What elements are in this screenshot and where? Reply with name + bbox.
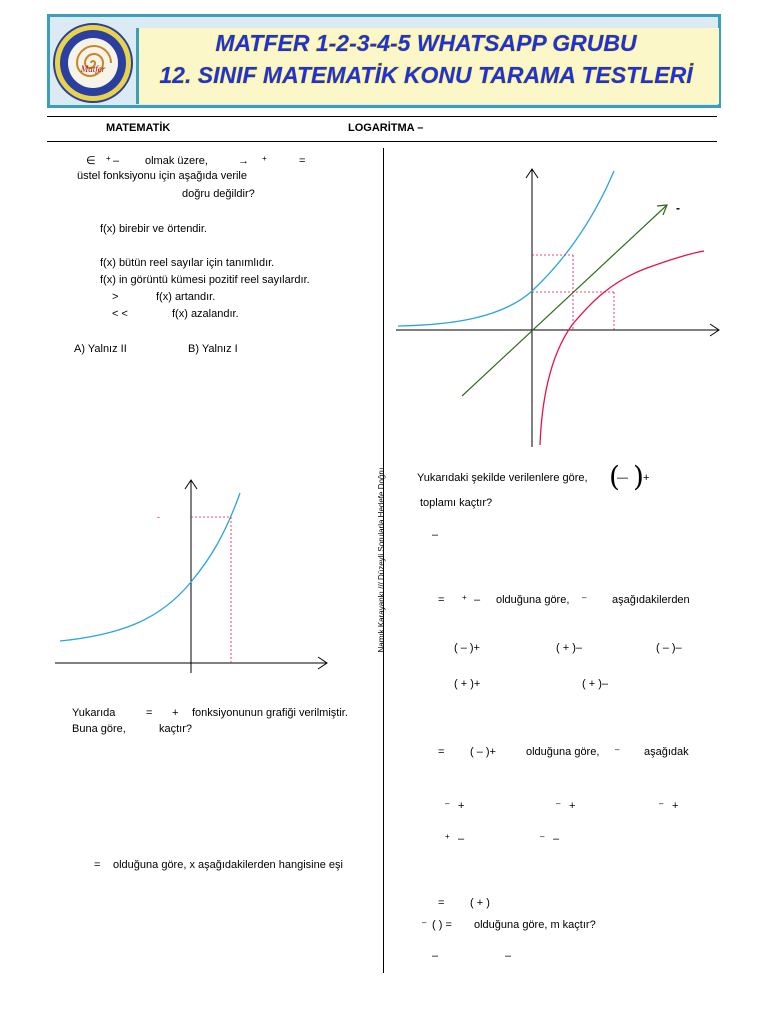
q2-yukarida: Yukarıda — [72, 707, 116, 719]
q6-o1-op: + — [458, 800, 465, 812]
q5-sup-minus: – — [582, 593, 587, 602]
q4-line2: toplamı kaçtır? — [420, 497, 493, 509]
header-title-line2: 12. SINIF MATEMATİK KONU TARAMA TESTLERİ — [159, 62, 693, 88]
q7-option-2: – — [505, 950, 512, 962]
q1-answer-a: A) Yalnız II — [74, 343, 127, 355]
q1-statement-2: f(x) bütün reel sayılar için tanımlıdır. — [100, 257, 275, 269]
graph-left-label: - — [157, 512, 160, 522]
q6-sup-minus: – — [615, 745, 620, 754]
q4-line1: Yukarıdaki şekilde verilenlere göre, — [417, 472, 588, 484]
q1-minus: – — [113, 155, 120, 167]
q2-buna-gore: Buna göre, — [72, 723, 126, 735]
q5-condition: olduğuna göre, — [496, 594, 570, 606]
q5-option-2: ( + )– — [556, 642, 582, 654]
q7-expression: ( + ) — [470, 897, 490, 909]
q7-condition: olduğuna göre, m kaçtır? — [474, 919, 596, 931]
q5-equals: = — [438, 594, 445, 606]
q1-statement-3: f(x) in görüntü kümesi pozitif reel sayılardır. — [100, 274, 310, 286]
q4-right-paren: ) — [633, 460, 644, 493]
q4-plus: + — [643, 472, 650, 484]
q7-sup-minus: – — [422, 918, 427, 927]
q7-option-1: – — [432, 950, 439, 962]
q6-o2-sup: – — [556, 799, 561, 808]
q5-sup-plus: + — [462, 593, 467, 602]
q1-statement-5: f(x) azalandır. — [172, 308, 239, 320]
log-curve — [540, 251, 704, 445]
q6-o5-op: – — [553, 833, 560, 845]
identity-line — [462, 205, 667, 396]
q6-o3-sup: – — [659, 799, 664, 808]
q1-statement-1: f(x) birebir ve örtendir. — [100, 223, 207, 235]
q3-equals: = — [94, 859, 101, 871]
top-rule — [47, 116, 717, 117]
q1-line3: doğru değildir? — [182, 188, 255, 200]
q1-answer-b: B) Yalnız I — [188, 343, 238, 355]
q1-equals: = — [299, 155, 306, 167]
exp-curve — [398, 171, 614, 326]
header-rule — [47, 141, 717, 142]
exp-log-graph — [392, 163, 722, 453]
q2-text: fonksiyonunun grafiği verilmiştir. — [192, 707, 348, 719]
q6-o5-sup: – — [540, 832, 545, 841]
q5-option-4: ( + )+ — [454, 678, 481, 690]
q7-equals: = — [438, 897, 445, 909]
q2-equals: = — [146, 707, 153, 719]
q5-option-3: ( – )– — [656, 642, 682, 654]
q6-o1-sup: – — [445, 799, 450, 808]
q4-fraction-bar: — — [617, 472, 628, 484]
q6-condition: olduğuna göre, — [526, 746, 600, 758]
q6-o3-op: + — [672, 800, 679, 812]
q5-option-1: ( – )+ — [454, 642, 480, 654]
q6-o4-op: – — [458, 833, 465, 845]
q2-kactir: kaçtır? — [159, 723, 193, 735]
side-author-text: Namık Karayankı /// Düzeyli Sorularla Hedefe Doğru — [377, 467, 386, 653]
header-title-line1: MATFER 1-2-3-4-5 WHATSAPP GRUBU — [215, 30, 637, 56]
q6-o2-op: + — [569, 800, 576, 812]
q1-statement-5-cond: < < — [112, 308, 128, 320]
q1-sup-plus-2: + — [262, 154, 267, 163]
exp-curve — [60, 493, 240, 641]
q6-equals: = — [438, 746, 445, 758]
q1-statement-4-cond: > — [112, 291, 119, 303]
line-label: - — [676, 201, 680, 215]
q4-option-minus: – — [432, 529, 439, 541]
q6-o4-sup: + — [445, 832, 450, 841]
q1-line2: üstel fonksiyonu için aşağıda verile — [77, 170, 247, 182]
q2-plus: + — [172, 707, 179, 719]
exponential-graph — [50, 475, 335, 675]
q4-left-paren: ( — [609, 460, 620, 493]
q3-text: olduğuna göre, x aşağıdakilerden hangisine eşi — [113, 859, 343, 871]
q5-minus: – — [474, 594, 481, 606]
q5-option-5: ( + )– — [582, 678, 608, 690]
q7-paren-eq: ( ) = — [432, 919, 452, 931]
q1-condition: olmak üzere, — [145, 155, 208, 167]
q6-question: aşağıdak — [644, 746, 689, 758]
subject-label: MATEMATİK — [106, 122, 171, 134]
q6-expression: ( – )+ — [470, 746, 496, 758]
matfer-logo — [52, 22, 134, 104]
q5-question: aşağıdakilerden — [612, 594, 690, 606]
q1-sup-plus: + — [106, 154, 111, 163]
topic-label: LOGARİTMA – — [348, 122, 424, 134]
q1-element-of: ∈ — [86, 155, 96, 167]
svg-text:Matfer: Matfer — [80, 64, 106, 74]
q1-arrow: → — [238, 155, 249, 167]
q1-statement-4: f(x) artandır. — [156, 291, 216, 303]
